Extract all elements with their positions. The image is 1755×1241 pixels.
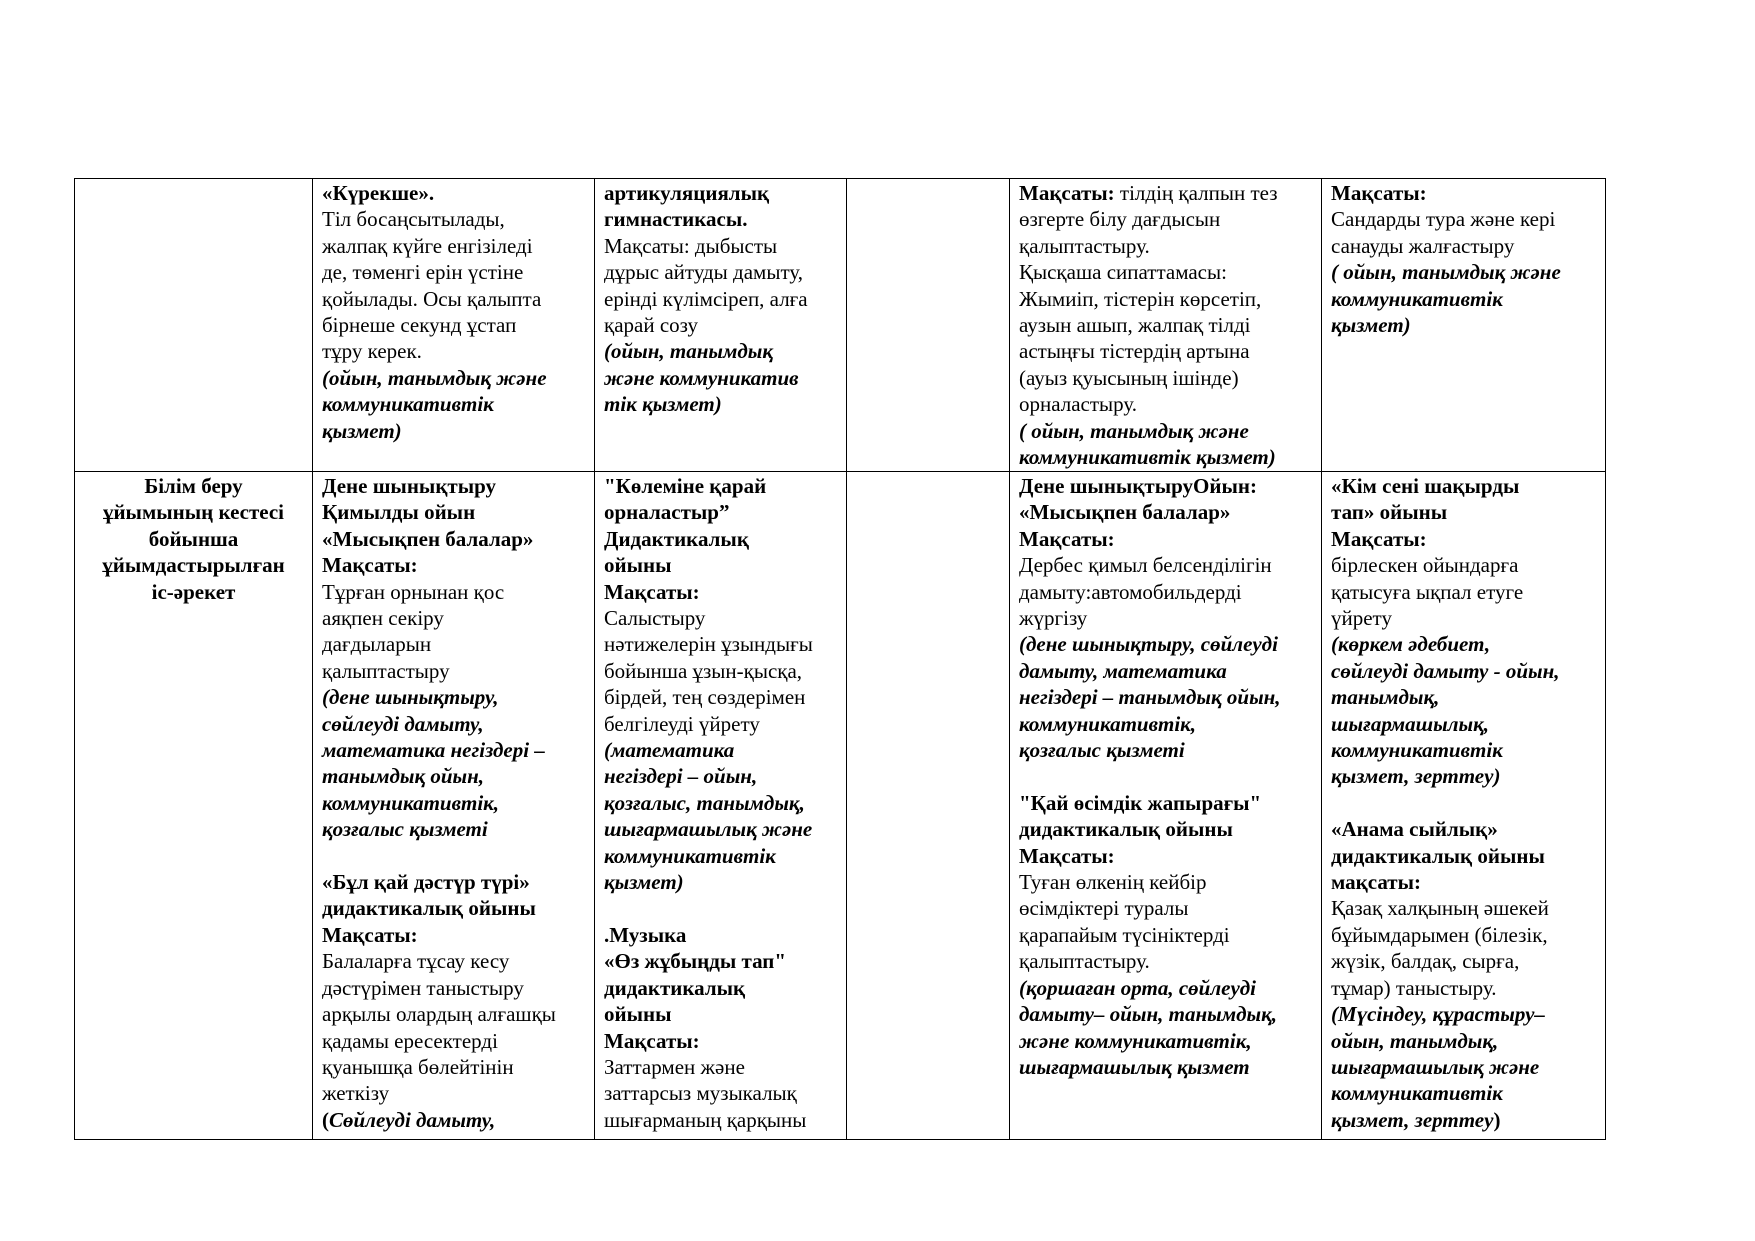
cell-text-fragment: Сөйлеуді дамыту, <box>329 1107 496 1132</box>
cell-text-line: ұйымының кестесі <box>102 500 285 525</box>
cell-text-line: дамыту:автомобильдерді <box>1019 579 1242 604</box>
cell-text-line: гимнастикасы. <box>604 207 748 232</box>
cell-text-line: Мақсаты: <box>1331 526 1427 551</box>
cell-text-line: сөйлеуді дамыту - ойын, <box>1331 658 1560 683</box>
cell-text-line: орналастыр” <box>604 500 730 525</box>
cell-text-line: (қоршаған орта, сөйлеуді <box>1019 975 1256 1000</box>
cell-text-line: негіздері – ойын, <box>604 764 758 789</box>
cell-text-line <box>1331 1107 1596 1133</box>
cell-text-line: ойыны <box>604 1002 672 1027</box>
cell-text-line: қозғалыс, танымдық, <box>604 790 805 815</box>
cell-text-line: шығармашылық, <box>1331 711 1489 736</box>
cell-text-line: ( ойын, танымдық және <box>1019 418 1249 443</box>
cell-text-line: (ойын, танымдық және <box>322 365 547 390</box>
cell-text-line: .Музыка <box>604 922 687 947</box>
cell-text-line: қозғалыс қызметі <box>1019 738 1185 763</box>
cell-text-line: шығармашылық және <box>604 817 813 842</box>
cell-text-line: Дербес қимыл белсенділігін <box>1019 553 1272 578</box>
cell-text-line: қойылады. Осы қалыпта <box>322 286 542 311</box>
cell-text-line: Қысқаша сипаттамасы: <box>1019 260 1227 285</box>
cell-text-line: Жымиіп, тістерін көрсетіп, <box>1019 286 1262 311</box>
cell-text-line: бойынша <box>148 526 239 551</box>
cell-text-line: Дене шынықтыру <box>322 474 497 498</box>
cell-text-line: дамыту, математика <box>1019 658 1227 683</box>
schedule-table <box>74 178 1606 1140</box>
cell-text-line: ойын, танымдық, <box>1331 1028 1499 1053</box>
cell-text-line: санауды жалғастыру <box>1331 233 1515 258</box>
cell-text-line: (дене шынықтыру, сөйлеуді <box>1019 632 1278 657</box>
cell-text-line: бірлескен ойындарға <box>1331 553 1519 578</box>
cell-text-line: дұрыс айтуды дамыту, <box>604 260 803 285</box>
cell-text-fragment: тілдің қалпын тез <box>1114 181 1278 205</box>
cell-text-line: бірдей, тең сөздерімен <box>604 685 806 710</box>
cell-text-line: коммуникативтік, <box>322 790 500 815</box>
table-cell-r0-c5 <box>1322 179 1606 472</box>
cell-text-line: Мақсаты: <box>604 579 700 604</box>
cell-text-line: де, төменгі ерін үстіне <box>322 260 524 285</box>
cell-text-fragment: қызмет, зерттеу <box>1331 1107 1494 1132</box>
cell-text-line: Дене шынықтыруОйын: <box>1019 474 1257 498</box>
cell-text-line: тап» ойыны <box>1331 500 1448 525</box>
cell-text-line: Салыстыру <box>604 606 706 631</box>
cell-text-fragment: ) <box>1493 1107 1501 1132</box>
cell-text-line: Мақсаты: <box>604 1028 700 1053</box>
cell-text-line: (Мүсіндеу, құрастыру– <box>1331 1002 1545 1027</box>
cell-text-line: бойынша ұзын-қысқа, <box>604 658 803 683</box>
cell-text-line: Мақсаты: дыбысты <box>604 233 778 258</box>
cell-text-line: жалпақ күйге енгізіледі <box>322 233 533 258</box>
cell-text-line: арқылы олардың алғашқы <box>322 1002 556 1027</box>
cell-text-line: Мақсаты: <box>1331 181 1427 205</box>
cell-text-line: коммуникативтік <box>604 843 776 868</box>
cell-text-line: Тұрған орнынан қос <box>322 579 505 604</box>
cell-text-line: дидактикалық <box>604 975 746 1000</box>
cell-text-line: дағдыларын <box>322 632 432 657</box>
cell-text-line: «Анама сыйлық» <box>1331 817 1498 842</box>
cell-text-line: тұру керек. <box>322 339 422 364</box>
cell-text-line: қуанышқа бөлейтінін <box>322 1054 514 1079</box>
cell-text-line: іс-әрекет <box>151 579 236 604</box>
cell-text-line: танымдық ойын, <box>322 764 484 789</box>
cell-text-line: тұмар) таныстыру. <box>1331 975 1497 1000</box>
table-cell-r0-c1 <box>313 179 595 472</box>
cell-text-line: танымдық, <box>1331 685 1440 710</box>
cell-text-line: нәтижелерін ұзындығы <box>604 632 813 657</box>
cell-text-line: шығармашылық және <box>1331 1054 1540 1079</box>
cell-text-line: аузын ашып, жалпақ тілді <box>1019 313 1251 338</box>
cell-text-line <box>604 896 837 922</box>
cell-text-line: және коммуникатив <box>604 365 799 390</box>
cell-text-line: ( ойын, танымдық және <box>1331 260 1561 285</box>
cell-text-line: «Кім сені шақырды <box>1331 474 1520 498</box>
cell-text-line: шығарманың қарқыны <box>604 1107 807 1132</box>
cell-text-line: «Бұл қай дәстүр түрі» <box>322 870 530 895</box>
table-cell-r1-c0 <box>75 472 313 1140</box>
cell-text-line: Мақсаты: <box>1019 843 1115 868</box>
cell-text-line: ойыны <box>604 553 672 578</box>
cell-text-line: Сандарды тура және кері <box>1331 207 1556 232</box>
cell-text-line: үйрету <box>1331 606 1392 631</box>
cell-text-line: бірнеше секунд ұстап <box>322 313 517 338</box>
cell-text-line: қызмет) <box>1331 313 1411 338</box>
cell-text-line: жеткізу <box>322 1081 390 1106</box>
cell-text-line: дамыту– ойын, танымдық, <box>1019 1002 1277 1027</box>
table-cell-r1-c1 <box>313 472 595 1140</box>
cell-text-line: жүзік, балдақ, сырға, <box>1331 949 1520 974</box>
cell-text-line: «Мысықпен балалар» <box>322 526 534 551</box>
table-cell-r0-c0 <box>75 179 313 472</box>
cell-text-line <box>322 843 585 869</box>
cell-text-line: Тіл босаңсытылады, <box>322 207 505 232</box>
cell-text-line: коммуникативтік <box>1331 738 1503 763</box>
cell-text-line: "Қай өсімдік жапырағы" <box>1019 790 1262 815</box>
table-cell-r0-c4 <box>1010 179 1322 472</box>
cell-text-fragment: Мақсаты: <box>1019 181 1115 205</box>
cell-text-line: қызмет) <box>322 418 402 443</box>
cell-text-fragment: ( <box>322 1107 329 1132</box>
cell-text-line: қызмет, зерттеу) <box>1331 764 1501 789</box>
cell-text-line: қарапайым түсініктерді <box>1019 922 1230 947</box>
cell-text-line: «Күрекше». <box>322 181 435 205</box>
cell-text-line: ерінді күлімсіреп, алға <box>604 286 808 311</box>
cell-text-line: мақсаты: <box>1331 870 1421 895</box>
cell-text-line: коммуникативтік <box>322 392 494 417</box>
cell-text-line: орналастыру. <box>1019 392 1138 417</box>
cell-text-line: қалыптастыру. <box>1019 949 1150 974</box>
cell-text-line <box>1019 180 1312 206</box>
cell-text-line: заттарсыз музыкалық <box>604 1081 797 1106</box>
cell-text-line: Мақсаты: <box>322 922 418 947</box>
cell-text-line: қарай созу <box>604 313 699 338</box>
cell-text-line: (ауыз қуысының ішінде) <box>1019 365 1239 390</box>
cell-text-line: өсімдіктері туралы <box>1019 896 1189 921</box>
cell-text-line: қызмет) <box>604 870 684 895</box>
cell-text-line: (дене шынықтыру, <box>322 685 499 710</box>
cell-text-line: Дидактикалық <box>604 526 749 551</box>
cell-text-line: коммуникативтік <box>1331 1081 1503 1106</box>
table-cell-r1-c3 <box>847 472 1010 1140</box>
cell-text-line: Білім беру <box>144 474 243 498</box>
cell-text-line: Қимылды ойын <box>322 500 476 525</box>
cell-text-line: дидактикалық ойыны <box>322 896 536 921</box>
cell-text-line: негіздері – танымдық ойын, <box>1019 685 1281 710</box>
table-cell-r0-c3 <box>847 179 1010 472</box>
cell-text-line: қозғалыс қызметі <box>322 817 488 842</box>
cell-text-line: (ойын, танымдық <box>604 339 773 364</box>
cell-text-line: Мақсаты: <box>322 553 418 578</box>
cell-text-line: аяқпен секіру <box>322 606 444 631</box>
cell-text-line: астыңғы тістердің артына <box>1019 339 1250 364</box>
cell-text-line: математика негіздері – <box>322 738 545 763</box>
table-cell-r1-c2 <box>595 472 847 1140</box>
cell-text-line: (математика <box>604 738 735 763</box>
cell-text-line: Мақсаты: <box>1019 526 1115 551</box>
cell-text-line: «Өз жұбыңды тап" <box>604 949 787 974</box>
cell-text-line: дәстүрімен таныстыру <box>322 975 524 1000</box>
cell-text-line <box>1331 790 1596 816</box>
cell-text-line: белгілеуді үйрету <box>604 711 760 736</box>
cell-text-line: өзгерте білу дағдысын <box>1019 207 1221 232</box>
cell-text-line: қалыптастыру <box>322 658 450 683</box>
cell-text-line: бұйымдарымен (білезік, <box>1331 922 1548 947</box>
cell-text-line: Қазақ халқының әшекей <box>1331 896 1549 921</box>
table-row <box>75 472 1606 1140</box>
cell-text-line: коммуникативтік, <box>1019 711 1197 736</box>
cell-text-line: Заттармен және <box>604 1054 745 1079</box>
cell-text-line: қадамы ересектерді <box>322 1028 498 1053</box>
cell-text-line: коммуникативтік <box>1331 286 1503 311</box>
cell-text-line: дидактикалық ойыны <box>1331 843 1545 868</box>
cell-text-line: қатысуға ықпал етуге <box>1331 579 1524 604</box>
cell-text-line: шығармашылық қызмет <box>1019 1054 1250 1079</box>
cell-text-line <box>1019 763 1312 789</box>
cell-text-line: сөйлеуді дамыту, <box>322 711 484 736</box>
cell-text-line: тік қызмет) <box>604 392 722 417</box>
cell-text-line: (көркем әдебиет, <box>1331 632 1491 657</box>
cell-text-line: «Мысықпен балалар» <box>1019 500 1231 525</box>
table-cell-r1-c5 <box>1322 472 1606 1140</box>
cell-text-line: және коммуникативтік, <box>1019 1028 1252 1053</box>
cell-text-line: "Көлеміне қарай <box>604 474 767 498</box>
cell-text-line: дидактикалық ойыны <box>1019 817 1233 842</box>
cell-text-line: артикуляциялық <box>604 181 770 205</box>
cell-text-line: қалыптастыру. <box>1019 233 1150 258</box>
cell-text-line: Туған өлкенің кейбір <box>1019 870 1207 895</box>
table-cell-r0-c2 <box>595 179 847 472</box>
cell-text-line: коммуникативтік қызмет) <box>1019 445 1276 470</box>
cell-text-line: Балаларға тұсау кесу <box>322 949 510 974</box>
table-cell-r1-c4 <box>1010 472 1322 1140</box>
cell-text-line: ұйымдастырылған <box>102 553 285 578</box>
cell-text-line <box>322 1107 585 1133</box>
table-row <box>75 179 1606 472</box>
cell-text-line: жүргізу <box>1019 606 1088 631</box>
